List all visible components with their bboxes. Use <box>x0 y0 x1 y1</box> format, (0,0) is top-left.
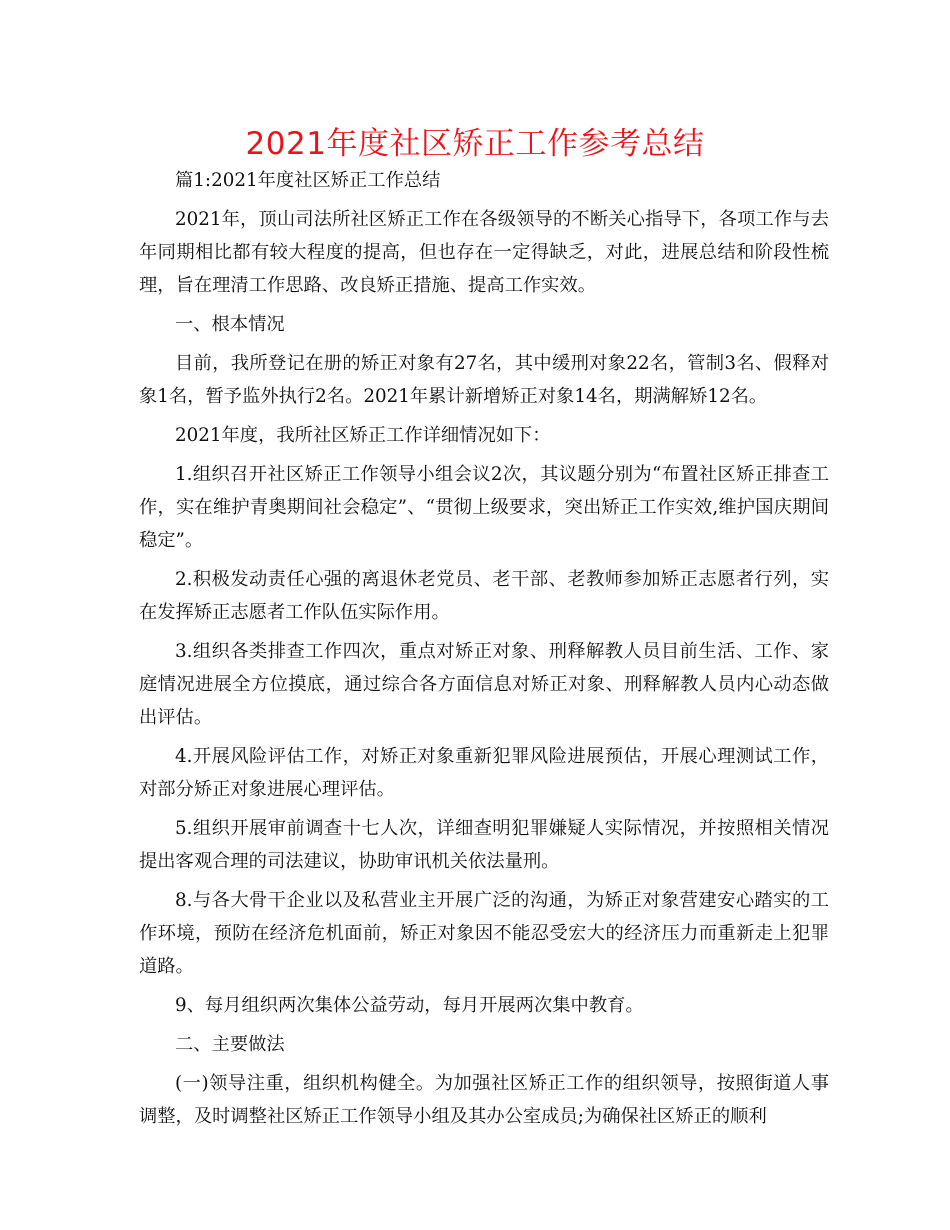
basic-info-paragraph: 目前，我所登记在册的矫正对象有27名，其中缓刑对象22名，管制3名、假释对象1名，暂予监外执行2名。2021年累计新增矫正对象14名，期满解矫12名。 <box>139 353 829 407</box>
details-intro-paragraph: 2021年度，我所社区矫正工作详细情况如下： <box>175 425 551 446</box>
list-item-8: 8.与各大骨干企业以及私营业主开展广泛的沟通，为矫正对象营建安心踏实的工作环境，预防在经济危机面前，矫正对象因不能忍受宏大的经济压力而重新走上犯罪道路。 <box>139 890 829 977</box>
section-heading-methods: 二、主要做法 <box>175 1034 285 1055</box>
section-heading-basic: 一、根本情况 <box>175 314 285 335</box>
document-title: 2021年度社区矫正工作参考总结 <box>245 126 705 162</box>
methods-paragraph-1: (一)领导注重，组织机构健全。为加强社区矫正工作的组织领导，按照街道人事调整，及时调整社区矫正工作领导小组及其办公室成员;为确保社区矫正的顺利 <box>139 1073 829 1127</box>
list-item-2: 2.积极发动责任心强的离退休老党员、老干部、老教师参加矫正志愿者行列，实在发挥矫正志愿者工作队伍实际作用。 <box>139 569 829 623</box>
list-item-9: 9、每月组织两次集体公益劳动，每月开展两次集中教育。 <box>175 995 644 1016</box>
document-body <box>139 164 829 1139</box>
section-subtitle: 篇1:2021年度社区矫正工作总结 <box>175 170 441 191</box>
intro-paragraph: 2021年，顶山司法所社区矫正工作在各级领导的不断关心指导下，各项工作与去年同期相比都有较大程度的提高，但也存在一定得缺乏，对此，进展总结和阶段性梳理，旨在理清工作思路、改良矫正措施、提高工作实效。 <box>139 209 829 296</box>
list-item-1: 1.组织召开社区矫正工作领导小组会议2次，其议题分别为“布置社区矫正排查工作，实在维护青奥期间社会稳定”、“贯彻上级要求，突出矫正工作实效,维护国庆期间稳定”。 <box>139 464 829 551</box>
list-item-4: 4.开展风险评估工作，对矫正对象重新犯罪风险进展预估，开展心理测试工作，对部分矫正对象进展心理评估。 <box>139 746 829 800</box>
list-item-5: 5.组织开展审前调查十七人次，详细查明犯罪嫌疑人实际情况，并按照相关情况提出客观合理的司法建议，协助审讯机关依法量刑。 <box>139 818 829 872</box>
list-item-3: 3.组织各类排查工作四次，重点对矫正对象、刑释解教人员目前生活、工作、家庭情况进展全方位摸底，通过综合各方面信息对矫正对象、刑释解教人员内心动态做出评估。 <box>139 641 829 728</box>
